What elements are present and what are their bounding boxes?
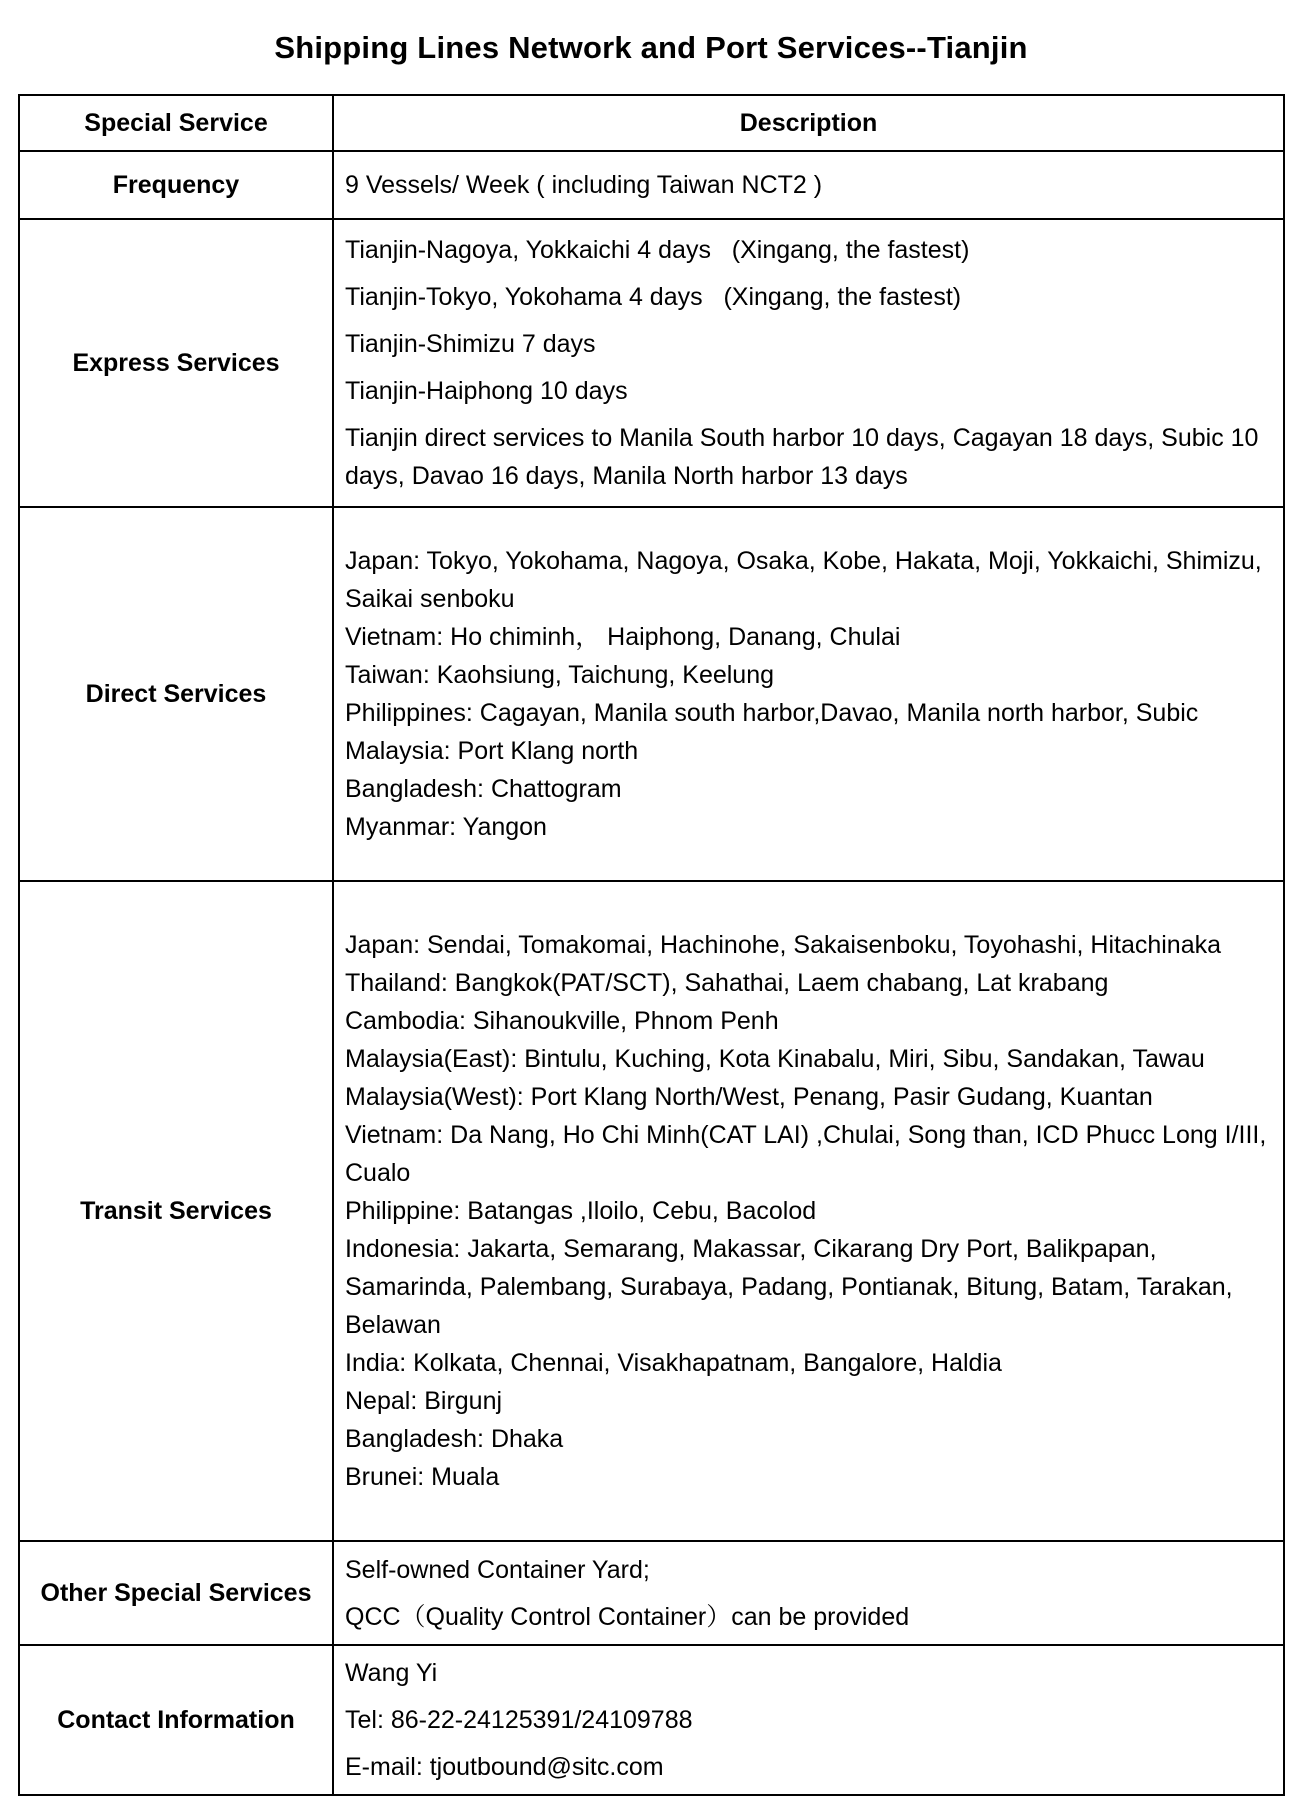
description-line: Thailand: Bangkok(PAT/SCT), Sahathai, Laem chabang, Lat krabang bbox=[345, 969, 1109, 997]
table-row bbox=[19, 507, 1284, 881]
description-cell bbox=[333, 507, 1284, 881]
description-line: Brunei: Muala bbox=[345, 1463, 500, 1491]
description-line: Indonesia: Jakarta, Semarang, Makassar, Cikarang Dry Port, Balikpapan, Samarinda, Palembang, Surabaya, Padang, Pontianak, Bitung, Batam, Tarakan, Belawan bbox=[345, 1235, 1240, 1339]
table-row bbox=[19, 1541, 1284, 1645]
description-line: Tel: 86-22-24125391/24109788 bbox=[345, 1706, 693, 1734]
description-line: India: Kolkata, Chennai, Visakhapatnam, Bangalore, Haldia bbox=[345, 1349, 1002, 1377]
table-header-row bbox=[19, 95, 1284, 151]
description-line: Tianjin-Tokyo, Yokohama 4 days (Xingang, the fastest) bbox=[345, 283, 962, 311]
description-line: Taiwan: Kaohsiung, Taichung, Keelung bbox=[345, 661, 775, 689]
description-line: Japan: Sendai, Tomakomai, Hachinohe, Sakaisenboku, Toyohashi, Hitachinaka bbox=[345, 931, 1222, 959]
service-cell: Express Services bbox=[19, 219, 333, 507]
header-description: Description bbox=[333, 95, 1284, 151]
table-row bbox=[19, 151, 1284, 219]
description-cell bbox=[333, 151, 1284, 219]
service-cell: Direct Services bbox=[19, 507, 333, 881]
description-line: Tianjin-Haiphong 10 days bbox=[345, 377, 628, 405]
description-line: Philippine: Batangas ,Iloilo, Cebu, Bacolod bbox=[345, 1197, 817, 1225]
description-line: Vietnam: Ho chiminh， Haiphong, Danang, Chulai bbox=[345, 623, 901, 651]
service-cell: Frequency bbox=[19, 151, 333, 219]
description-line: Myanmar: Yangon bbox=[345, 813, 547, 841]
table-row bbox=[19, 881, 1284, 1541]
description-line: Nepal: Birgunj bbox=[345, 1387, 503, 1415]
description-cell bbox=[333, 881, 1284, 1541]
table-row bbox=[19, 219, 1284, 507]
description-line: Japan: Tokyo, Yokohama, Nagoya, Osaka, Kobe, Hakata, Moji, Yokkaichi, Shimizu, Saikai senboku bbox=[345, 547, 1269, 613]
description-line: Malaysia: Port Klang north bbox=[345, 737, 639, 765]
description-line: Bangladesh: Dhaka bbox=[345, 1425, 564, 1453]
description-line: Bangladesh: Chattogram bbox=[345, 775, 622, 803]
description-cell bbox=[333, 219, 1284, 507]
description-line: Tianjin-Shimizu 7 days bbox=[345, 330, 596, 358]
service-cell: Other Special Services bbox=[19, 1541, 333, 1645]
description-line: 9 Vessels/ Week ( including Taiwan NCT2 ) bbox=[345, 171, 823, 199]
service-cell: Transit Services bbox=[19, 881, 333, 1541]
services-table bbox=[18, 94, 1285, 1796]
description-line: Tianjin direct services to Manila South harbor 10 days, Cagayan 18 days, Subic 10 days, Davao 16 days, Manila North harbor 13 days bbox=[345, 424, 1266, 490]
service-cell: Contact Information bbox=[19, 1645, 333, 1795]
description-line: E-mail: tjoutbound@sitc.com bbox=[345, 1753, 664, 1781]
description-line: Tianjin-Nagoya, Yokkaichi 4 days (Xingang, the fastest) bbox=[345, 236, 970, 264]
description-line: Self-owned Container Yard; bbox=[345, 1555, 650, 1584]
description-line: Philippines: Cagayan, Manila south harbor,Davao, Manila north harbor, Subic bbox=[345, 699, 1199, 727]
description-line: Cambodia: Sihanoukville, Phnom Penh bbox=[345, 1007, 779, 1035]
header-special-service: Special Service bbox=[19, 95, 333, 151]
description-line: Malaysia(West): Port Klang North/West, Penang, Pasir Gudang, Kuantan bbox=[345, 1083, 1153, 1111]
page-title: Shipping Lines Network and Port Services--Tianjin bbox=[274, 30, 1028, 65]
description-cell bbox=[333, 1645, 1284, 1795]
description-line: Vietnam: Da Nang, Ho Chi Minh(CAT LAI) ,Chulai, Song than, ICD Phucc Long I/III, Cualo bbox=[345, 1121, 1274, 1187]
description-cell bbox=[333, 1541, 1284, 1645]
description-line: QCC（Quality Control Container）can be provided bbox=[345, 1602, 910, 1631]
table-row bbox=[19, 1645, 1284, 1795]
description-line: Malaysia(East): Bintulu, Kuching, Kota Kinabalu, Miri, Sibu, Sandakan, Tawau bbox=[345, 1045, 1205, 1073]
description-line: Wang Yi bbox=[345, 1659, 438, 1687]
